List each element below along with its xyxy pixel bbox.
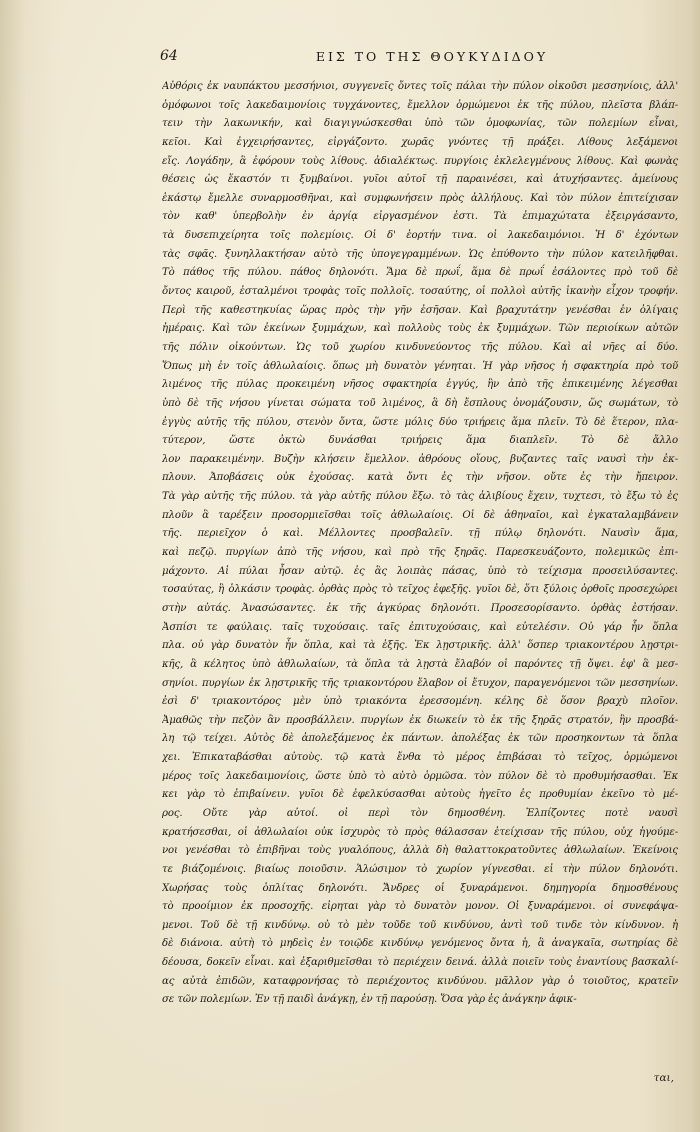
text-line: ὄντος καιροῦ, ἐσταλμένοι τροφὰς τοῖς πολλοῖς. τοσαύτης, οἱ πολλοὶ αὐτῆς ἱκανὴν εἶχον τροφήν. (162, 286, 678, 298)
text-line: θέσεις ὡς ἕκαστόν τι ξυμβαίνοι. γυῖοι αὐτοῖ τῇ παραινέσει, καὶ ἀτυχήσαντες. ἀμείνους (162, 174, 678, 186)
text-line: ρος. Οὔτε γὰρ αὐτοί. οἱ περὶ τὸν δημοσθένη. Ἐλπίζοντες ποτὲ ναυσὶ (162, 807, 678, 819)
text-line: τῆς. περιεῖχον ὁ καὶ. Μέλλοντες προσβαλεῖν. τῇ πύλῳ δηλονότι. Ναυσὶν ἅμα, (162, 528, 678, 540)
text-line: σε τῶν πολεμίων. Ἐν τῇ παιδὶ ἀνάγκῃ, ἐν τῇ παρούσῃ. Ὅσα γὰρ ἐς ἀνάγκην ἀφικ- (162, 994, 577, 1006)
text-line: πλα. οὐ γὰρ δυνατὸν ἦν ὅπλα, καὶ τὰ ἑξῆς. Ἐκ λῃστρικῆς. ἀλλ' ὅσπερ τριακοντέρου λῃστρι- (162, 640, 678, 652)
text-line: τε βιάζομένοις. βιαίως ποιοῦσιν. Ἁλώσιμον τὸ χωρίον γίγνεσθαι. εἰ τὴν πύλον δηλονότι. (162, 863, 678, 875)
text-line: Τὸ πάθος τῆς πύλου. πάθος δηλονότι. Ἅμα δὲ πρωΐ, ἅμα δὲ πρωΐ ἐσάλοντες πρὸ τοῦ δὲ (162, 267, 678, 279)
text-line: πλουν. Ἀποβάσεις οὐκ ἐχούσας. κατὰ ὄντι ἐς τὴν νῆσον. οὔτε ἐς τὴν ἤπειρον. (162, 472, 678, 484)
text-line: Χωρήσας τοὺς ὁπλίτας δηλονότι. Ἄνδρες οἱ ξυναράμενοι. δημηγορία δημοσθένους (162, 882, 678, 894)
text-line: λιμένος τῆς πύλας προκειμένη νῆσος σφακτηρία ἐγγύς, ἣν ἀπὸ τῆς ἐπικειμένης λέγεσθαι (162, 379, 678, 391)
text-line: κεῖοι. Καὶ ἐγχειρήσαντες, εἰργάζοντο. χωρᾶς γνόντες τῇ πράξει. Λίθους λεξάμενοι (162, 136, 678, 148)
running-title: ΕΙΣ ΤΟ ΤΗΣ ΘΟΥΚΥΔΙΔΟΥ (315, 49, 549, 64)
text-line: ἑκάστῳ ἔμελλε συναρμοσθῆναι, καὶ συμφωνήσειν πρὸς ἀλλήλους. Καὶ τὸν πύλον ἐπιτείχισαν (162, 192, 678, 204)
text-line: κει γὰρ τὸ ἐπιβαίνειν. γυῖοι δὲ ἐφελκύσασθαι αὐτοὺς ἠγεῖτο ἐς προθυμίαν ἐκεῖνο τὸ μέ- (162, 789, 678, 801)
text-line: ας αὐτὰ ἐπιδῶν, καταφρονήσας τὸ περιέχοντος κινδύνου. μᾶλλον γὰρ ὁ τοιοῦτος, κρατεῖν (162, 975, 678, 987)
text-line: λον παρακειμένην. Βυζὴν κλήσειν ἔμελλον. ἀθρόους οἵους, βυζαντες ταῖς ναυσὶ τὴν ἐκ- (162, 453, 678, 465)
text-line: κρατήσεσθαι, οἱ ἀθλωλαίοι οὐκ ἰσχυρὸς τὸ πρὸς θάλασσαν ἐτείχισαν τῆς πύλου, οὐχ ἡγούμε- (162, 826, 678, 838)
running-head (160, 48, 680, 68)
page-number: 64 (160, 48, 178, 64)
text-line: ἐσὶ δ' τριακοντόρος μὲν ὑπὸ τριακόντα ἐρεσσομένη. κέλης δὲ ὅσον βραχὺ πλοῖον. (162, 696, 678, 708)
text-line: Ἀσπίσι τε φαύλαις. ταῖς τυχούσαις. ταῖς ἐπιτυχούσαις, καὶ εὐτελέσιν. Οὐ γάρ ἦν ὅπλα (162, 621, 678, 633)
text-line: κῆς, ἃ κέλητος ὑπὸ ἀθλωλαίων, τὰ ὅπλα τὰ λῃστὰ ἔλαβόν οἱ παρόντες τῇ ὄψει. ἐφ' ἃ μεσ- (162, 658, 678, 670)
text-line: δέουσα, δοκεῖν εἶναι. καὶ ἐξαριθμεῖσθαι τὸ περιέχειν δεινά. ἀλλὰ ποιεῖν τοὺς ἐναντίους βασκαλί- (162, 957, 678, 969)
text-line: εἴς. Λογάδην, ἃ ἐφόρουν τοὺς λίθους. ἀδιαλέκτως. πυργίοις ἐκλελεγμένους λίθους. Καὶ φωνὰς (162, 155, 678, 167)
text-line: Ἀμαθῶς τὴν πεζὸν ἂν προσβάλλειν. πυργίων ἐκ διωκείν τὸ ἐκ τῆς ξηρᾶς στρατόν, ἣν προσβά- (162, 714, 678, 726)
text-line: ἡμέραις. Καὶ τῶν ἐκείνων ξυμμάχων, καὶ πολλοὺς τοὺς ἐκ ξυμμάχων. Τῶν περιοίκων αὐτῶν (162, 323, 678, 335)
text-line: χει. Ἐπικαταβάσθαι αὐτοὺς. τῷ κατὰ ἔνθα τὸ μέρος ἐπιβάσαι τὸ τεῖχος, ὁρμώμενοι (162, 752, 678, 764)
text-line: μάχοντο. Αἱ πύλαι ἦσαν αὐτῷ. ἐς ἃς λοιπὰς πάσας, ὑπὸ τὸ τείχισμα προσειλύσαντες. (162, 565, 678, 577)
text-block (162, 78, 678, 1010)
text-line: ἐγγὺς αὐτῆς τῆς πύλου, στενὸν ὄντα, ὥστε μόλις δύο τριήρεις ἅμα πλεῖν. Τὸ δὲ ἕτερον, πλα- (162, 416, 678, 428)
text-line: τὸν καθ' ὑπερβολὴν ἐν ἀργίᾳ εἰργασμένον ἐστι. Τὰ ἐπιμαχώτατα ἐξειργάσαντο, (162, 211, 678, 223)
text-line: μέρος τοῖς λακεδαιμονίοις, ὥστε ὑπὸ τὸ αὐτὸ ὁρμῶσα. τὸν πύλον δὲ τὸ προθυμήσασθαι. Ἐκ (162, 770, 678, 782)
text-line: δὲ διάνοια. αὐτὴ τὸ μηδεὶς ἐν τοιῷδε κινδύνῳ γενόμενος ὄντα ἡ, ἃ ἀναγκαῖα, σωτηρίας δὲ (162, 938, 678, 950)
text-line: τὸ προοίμιον ἐκ προσοχῆς. εἰρηται γὰρ τὸ δυνατὸν μονον. Οἱ ξυναράμενοι. οἱ συνεφάψα- (162, 901, 678, 913)
text-line: τοσαύτας, ἢ ὁλκάσιν τροφὰς. ὀρθὰς πρὸς τὸ τεῖχος ἐφεξῆς. γυῖοι δὲ, ὅτι ξύλοις ὀρθοῖς προσεχώρει (162, 584, 678, 596)
text-line: νοι γενέσθαι τὸ ἐπιβῆναι τοὺς γυαλόπους, ἀλλὰ δὴ θαλαττοκρατοῦντες ἀθλωλαίων. Ἐκείνοις (162, 845, 678, 857)
text-line: λη τῷ τείχει. Αὐτὸς δὲ ἀπολεξάμενος ἐκ πάντων. ἀπολέξας ἐκ τῶν προσηκοντων τὰ ὅπλα (162, 733, 678, 745)
text-line: σηνίοι. πυργίων ἐκ λῃστρικῆς τῆς τριακοντόρου ἔλαβον οἱ ἔτυχον, παραγενόμενοι τῶν μεσσηνίων. (162, 677, 678, 689)
text-line: στὴν αὐτάς. Ἀνασώσαντες. ἐκ τῆς ἀγκύρας δηλονότι. Προσεσορίσαντο. ὀρθὰς ἐστήσαν. (162, 602, 678, 614)
text-line: ὁμόφωνοι τοῖς λακεδαιμονίοις τυγχάνοντες, ἔμελλον ὁρμώμενοι ἐκ τῆς πύλου, πλεῖστα βλάπ- (162, 99, 678, 111)
text-line: καὶ πεζῷ. πυργίων ἀπὸ τῆς νήσου, καὶ πρὸ τῆς ξηρᾶς. Παρεσκευάζοντο, πολεμικῶς ἐπι- (162, 547, 678, 559)
text-line: Περὶ τῆς καθεστηκυίας ὥρας πρὸς τὴν γῆν ἐσῆσαν. Καὶ βραχυτάτην γενέσθαι ἐν ὀλίγαις (162, 304, 678, 316)
text-line: Ὅπως μὴ ἐν τοῖς ἀθλωλαίοις. ὅπως μὴ δυνατὸν γένηται. Ἡ γὰρ νῆσος ἡ σφακτηρία πρὸ τοῦ (162, 360, 678, 372)
text-line: τὰς σφᾶς. ξυνηλλακτήσαν αὐτὸ τῆς ὑπογεγραμμένων. Ὡς ἐπύθοντο τὴν πύλον κατειλῆφθαι. (162, 248, 678, 260)
text-line: τῆς πόλιν οἰκούντων. Ὡς τοῦ χωρίου κινδυνεύοντος τῆς πύλου. Καὶ αἱ νῆες αἱ δύο. (162, 341, 678, 353)
text-line: πλοῦν ἃ ταρέξειν προσορμιεῖσθαι τοῖς ἀθλωλαίοις. Οἱ δὲ ἀθηναῖοι, καὶ ἐγκαταλαμβάνειν (162, 509, 678, 521)
catchword: ται, (653, 1072, 674, 1084)
text-line: ὑπὸ δὲ τῆς νήσου γίνεται σώματα τοῦ λιμένος, ἃ δὴ ἔσπλους ὀνομάζουσιν, ὥς σωμάτων, τὸ (162, 397, 678, 409)
text-line: τειν τὴν λακωνικήν, καὶ διαγιγνώσκεσθαι ὑπὸ τῶν ὁμοφωνίας, τῶν πολεμίων εἶναι, (162, 118, 678, 130)
text-line: μενοι. Τοῦ δὲ τῇ κινδύνῳ. οὐ τὸ μὲν τοῦδε τοῦ κινδύνου, ἀντὶ τοῦ τινδε τὸν κίνδυνον. ἡ (162, 919, 678, 931)
text-line: Αὐθόρις ἐκ ναυπάκτου μεσσήνιοι, συγγενεῖς ὄντες τοῖς πάλαι τὴν πύλον οἰκοῦσι μεσσηνίοις, ἀλλ' (162, 81, 678, 92)
text-line: Τὰ γὰρ αὐτῆς τῆς πύλου. τὰ γὰρ αὐτῆς πύλου ἔξω. τὸ τὰς ἁλιβίους ἔχειν, τυχτεσι, τὸ ἔξω τὸ ἐς (162, 491, 678, 503)
text-line: τὰ δυσεπιχείρητα τοῖς πολεμίοις. Οἱ δ' ἑορτήν τινα. οἱ λακεδαιμόνιοι. Ἡ δ' ἐχόντων (162, 230, 678, 242)
text-line: τύτερον, ὥστε ὀκτὼ δυνάσθαι τριήρεις ἅμα διαπλεῖν. Τὸ δὲ ἄλλο (162, 435, 678, 447)
